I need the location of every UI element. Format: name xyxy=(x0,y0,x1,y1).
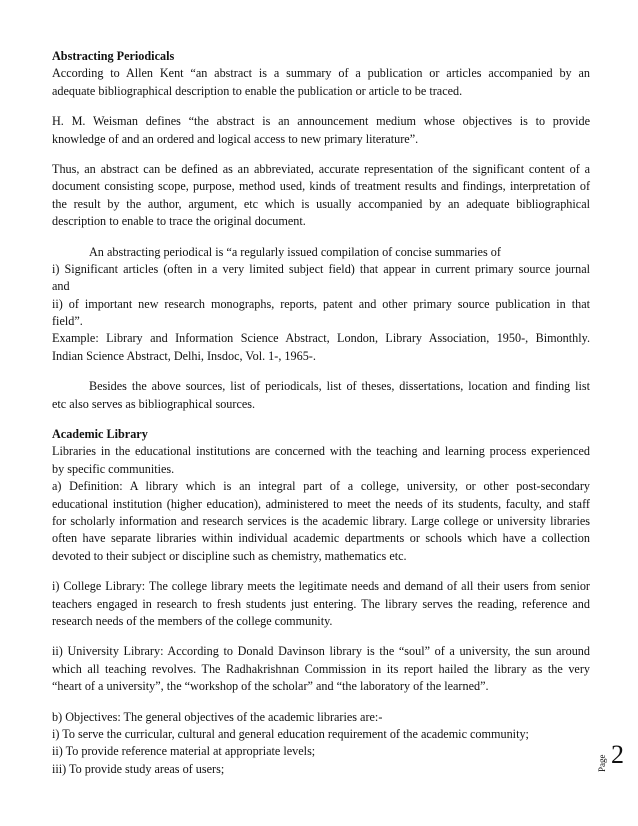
page-number: 2 xyxy=(611,740,624,769)
text-line: Libraries in the educational institutions are concerned with the teaching and learning process experienced xyxy=(52,444,590,459)
text-line: educational institution (higher education), administered to meet the needs of its students, faculty, and staff xyxy=(52,496,590,511)
text-line: a) Definition: A library which is an integral part of a college, university, or other post-secondary xyxy=(52,479,590,494)
text-line: the result by the author, argument, etc which is usually accompanied by an adequate bibliographical xyxy=(52,196,590,211)
text-line: document consisting scope, purpose, method used, kinds of treatment results and findings, interpretation of xyxy=(52,179,590,194)
text-line: “heart of a university”, the “workshop of the scholar” and “the laboratory of the learned”. xyxy=(52,679,489,694)
text-line: Thus, an abstract can be defined as an abbreviated, accurate representation of the significant content of a xyxy=(52,161,590,176)
text-line: and xyxy=(52,279,70,294)
text-line: Example: Library and Information Science Abstract, London, Library Association, 1950-, Bimonthly. xyxy=(52,331,590,346)
text-line: An abstracting periodical is “a regularly issued compilation of concise summaries of xyxy=(89,244,501,259)
text-line: teachers engaged in research to fresh students just entering. The library serves the reading, reference and xyxy=(52,596,590,611)
section-heading-academic-library: Academic Library xyxy=(52,427,148,442)
text-line: Indian Science Abstract, Delhi, Insdoc, Vol. 1-, 1965-. xyxy=(52,348,316,363)
text-line: ii) To provide reference material at appropriate levels; xyxy=(52,744,316,759)
text-line: by specific communities. xyxy=(52,461,175,476)
text-line: i) Significant articles (often in a very limited subject field) that appear in current primary source journal xyxy=(52,261,590,276)
text-line: for scholarly information and research services is the academic library. Large college or university libraries xyxy=(52,513,590,528)
text-line: field”. xyxy=(52,314,83,329)
text-line: knowledge of and an ordered and logical access to new primary literature”. xyxy=(52,131,419,146)
text-line: adequate bibliographical description to enable the publication or article to be traced. xyxy=(52,83,463,98)
page-word: Page xyxy=(597,754,607,772)
text-line: research needs of the members of the college community. xyxy=(52,613,333,628)
text-line: i) College Library: The college library meets the legitimate needs and demand of all their users from senior xyxy=(52,579,590,594)
text-line: etc also serves as bibliographical sources. xyxy=(52,396,256,411)
text-line: ii) University Library: According to Donald Davinson library is the “soul” of a university, the sun around xyxy=(52,644,590,659)
text-line: often have separate libraries within individual academic departments or schools which have a collection xyxy=(52,531,590,546)
text-line: H. M. Weisman defines “the abstract is an announcement medium whose objectives is to provide xyxy=(52,114,590,129)
document-page xyxy=(52,48,590,778)
text-line: ii) of important new research monographs, reports, patent and other primary source publication in that xyxy=(52,296,590,311)
text-line: b) Objectives: The general objectives of the academic libraries are:- xyxy=(52,709,383,724)
section-heading-abstracting-periodicals: Abstracting Periodicals xyxy=(52,49,175,63)
text-line: Besides the above sources, list of periodicals, list of theses, dissertations, location and finding list xyxy=(89,379,590,394)
text-line: According to Allen Kent “an abstract is a summary of a publication or articles accompanied by an xyxy=(52,66,590,81)
page-number-label xyxy=(597,740,637,780)
text-line: which all teaching revolves. The Radhakrishnan Commission in its report hailed the library as the very xyxy=(52,661,590,676)
text-line: iii) To provide study areas of users; xyxy=(52,761,225,776)
text-line: devoted to their subject or discipline such as chemistry, mathematics etc. xyxy=(52,548,407,563)
text-line: description to enable to trace the original document. xyxy=(52,214,306,229)
text-line: i) To serve the curricular, cultural and general education requirement of the academic community; xyxy=(52,726,529,741)
